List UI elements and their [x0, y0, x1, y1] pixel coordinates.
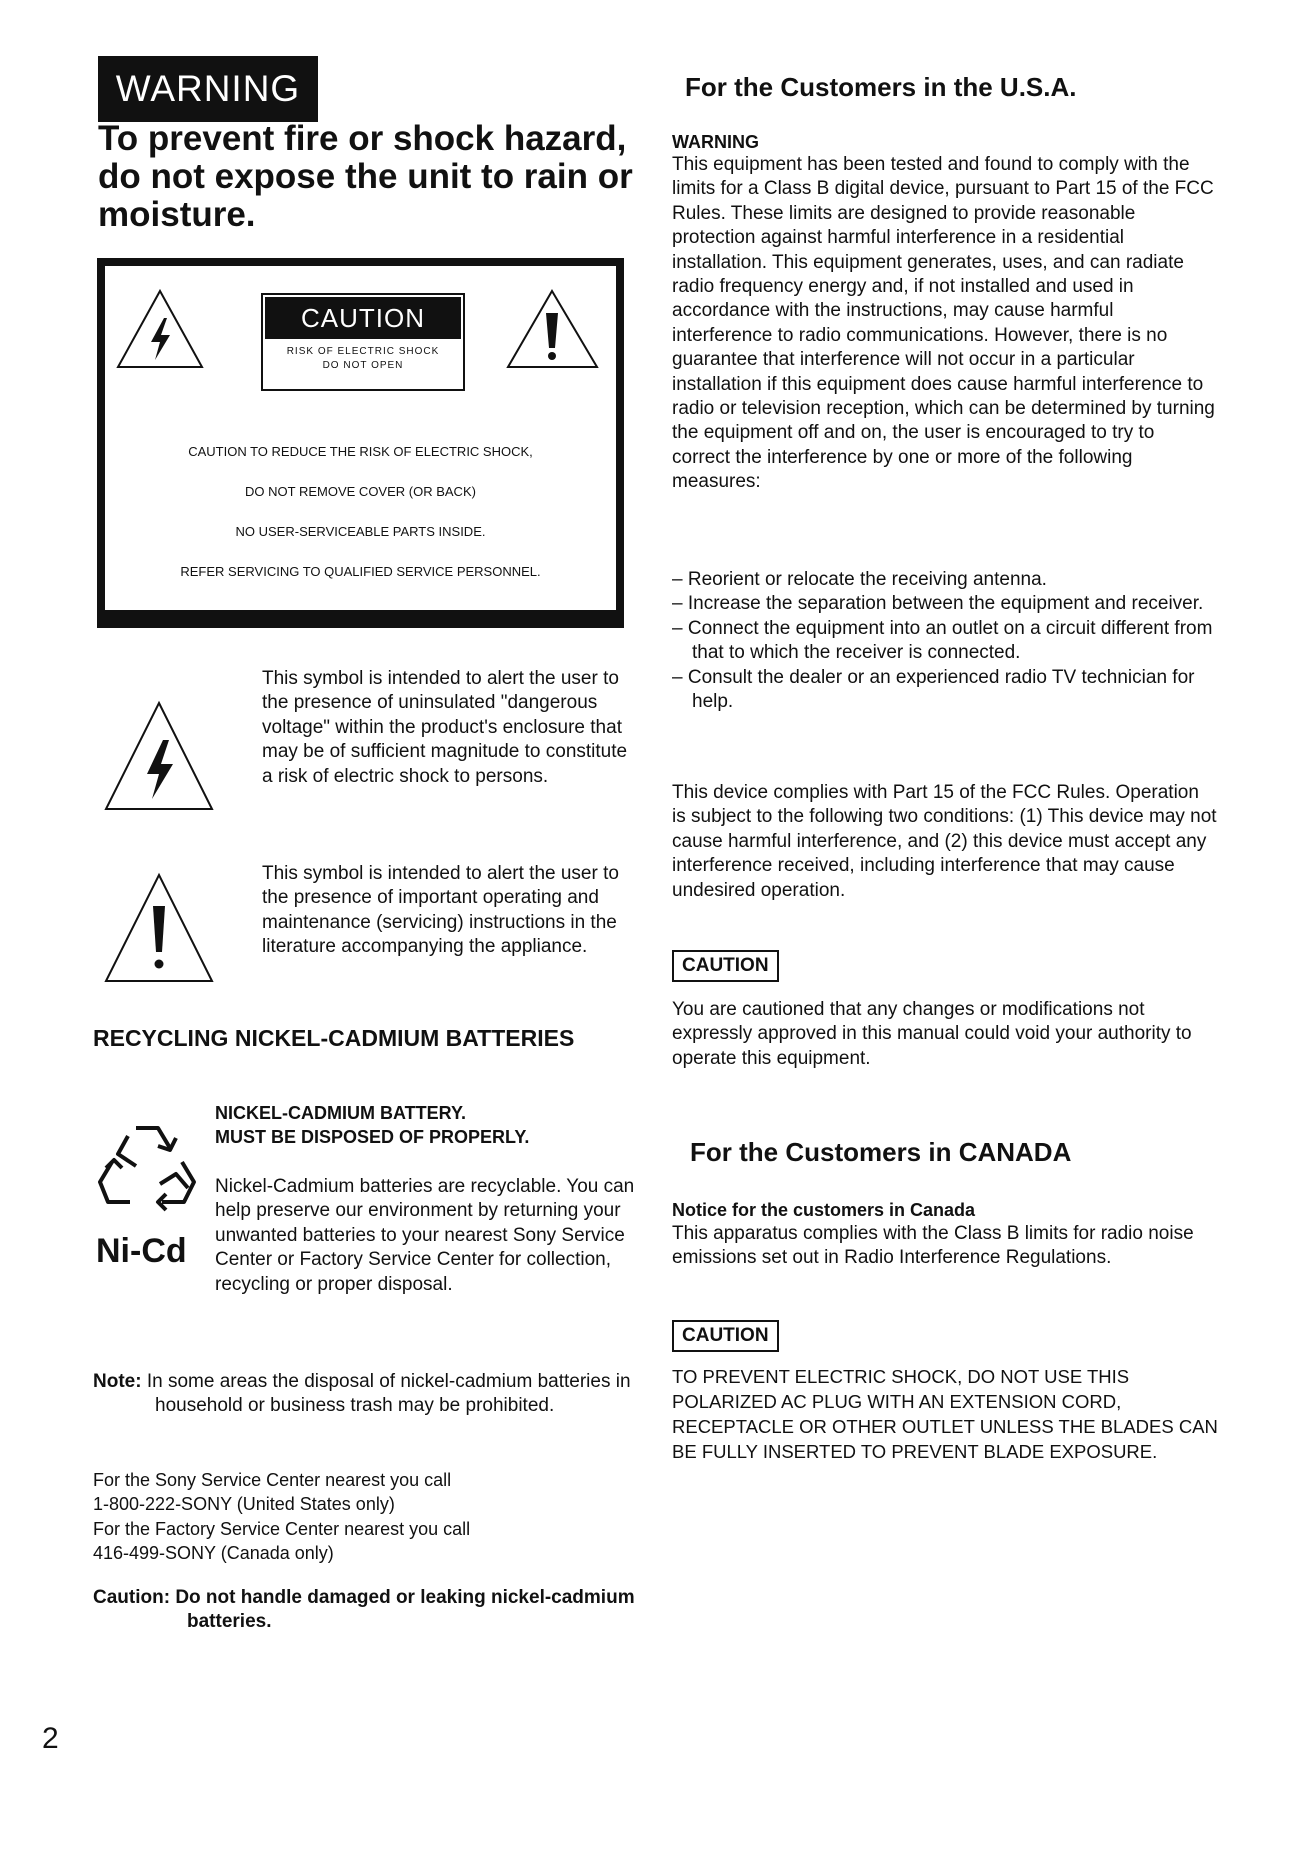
lightning-warning-icon: [103, 700, 215, 812]
recycle-icon: [96, 1118, 200, 1212]
usa-heading: For the Customers in the U.S.A.: [685, 72, 1077, 102]
caution-box-label: CAUTION: [672, 1320, 779, 1352]
caution-banner-line: RISK OF ELECTRIC SHOCK: [286, 346, 440, 357]
caution-panel: [97, 258, 624, 628]
note-block: [93, 1370, 633, 1419]
usa-warning-label: WARNING: [672, 132, 759, 152]
battery-heading: [215, 1101, 635, 1149]
list-item: – Increase the separation between the equipment and receiver.: [672, 593, 1204, 615]
service-contacts: [93, 1468, 633, 1566]
list-item: – Consult the dealer or an experienced radio TV technician for help.: [672, 666, 1195, 713]
contact-line: 416-499-SONY (Canada only): [93, 1543, 334, 1564]
caution-battery-block: [93, 1586, 653, 1635]
battery-body: Nickel-Cadmium batteries are recyclable. You can help preserve our environment by returning your unwanted batteries to your nearest Sony Service Center or Factory Service Center for collection, recycling or proper disposal.: [215, 1176, 635, 1295]
voltage-symbol-text: This symbol is intended to alert the user to the presence of uninsulated "dangerous voltage" within the product's enclosure that may be of sufficient magnitude to constitute a risk of electric shock to persons.: [262, 668, 628, 787]
recycling-heading: RECYCLING NICKEL-CADMIUM BATTERIES: [93, 1025, 575, 1051]
caution-line: CAUTION TO REDUCE THE RISK OF ELECTRIC SHOCK,: [188, 444, 533, 459]
caution-panel-top: [105, 266, 616, 416]
note-label: Note:: [93, 1371, 142, 1392]
caution-line: NO USER-SERVICEABLE PARTS INSIDE.: [235, 524, 486, 539]
interference-measures: [672, 568, 1217, 714]
note-text: In some areas the disposal of nickel-cadmium batteries in household or business trash may be prohibited.: [146, 1371, 631, 1417]
caution-banner-title: CAUTION: [265, 297, 461, 339]
battery-heading-line: MUST BE DISPOSED OF PROPERLY.: [215, 1127, 530, 1147]
page-number: 2: [42, 1722, 59, 1755]
list-item: – Reorient or relocate the receiving antenna.: [672, 569, 1047, 590]
contact-line: For the Sony Service Center nearest you call: [93, 1470, 452, 1490]
caution-modifications-text: You are cautioned that any changes or modifications not expressly approved in this manual could void your authority to operate this equipment.: [672, 999, 1192, 1069]
caution-line: REFER SERVICING TO QUALIFIED SERVICE PERSONNEL.: [180, 564, 541, 579]
caution-polarized-plug-text: TO PREVENT ELECTRIC SHOCK, DO NOT USE THIS POLARIZED AC PLUG WITH AN EXTENSION CORD, RECEPTACLE OR OTHER OUTLET UNLESS THE BLADES CAN BE FULLY INSERTED TO PREVENT BLADE EXPOSURE.: [672, 1366, 1218, 1462]
canada-notice-title: Notice for the customers in Canada: [672, 1200, 976, 1220]
caution-box-label: CAUTION: [672, 950, 779, 982]
fcc-body: This equipment has been tested and found to comply with the limits for a Class B digital device, pursuant to Part 15 of the FCC Rules. These limits are designed to provide reasonable protection against harmful interference in a residential installation. This equipment generates, uses, and can radiate radio frequency energy and, if not installed and used in accordance with the instructions, may cause harmful interference to radio communications. However, there is no guarantee that interference will not occur in a particular installation if this equipment does cause harmful interference to radio or television reception, which can be determined by turning the equipment off and on, the user is encouraged to try to correct the interference by one or more of the following measures:: [672, 154, 1215, 493]
instructions-symbol-text: This symbol is intended to alert the user to the presence of important operating and maintenance (servicing) instructions in the literature accompanying the appliance.: [262, 863, 619, 958]
caution-line: DO NOT REMOVE COVER (OR BACK): [245, 484, 476, 499]
canada-heading: For the Customers in CANADA: [690, 1137, 1072, 1167]
exclamation-warning-icon: [103, 872, 215, 984]
battery-heading-line: NICKEL-CADMIUM BATTERY.: [215, 1103, 466, 1123]
fcc-part15-text: This device complies with Part 15 of the FCC Rules. Operation is subject to the following two conditions: (1) This device may not cause harmful interference, and (2) this device must accept any interference received, including interference that may cause undesired operation.: [672, 782, 1217, 901]
caution-battery-label: Caution:: [93, 1587, 171, 1608]
warning-label: WARNING: [98, 56, 318, 122]
lightning-warning-icon: [115, 288, 205, 370]
caution-battery-text: Do not handle damaged or leaking nickel-cadmium batteries.: [175, 1587, 635, 1633]
caution-banner: [261, 293, 465, 391]
canada-body: This apparatus complies with the Class B limits for radio noise emissions set out in Radio Interference Regulations.: [672, 1223, 1194, 1269]
caution-panel-bottom: [105, 410, 616, 610]
contact-line: For the Factory Service Center nearest you call: [93, 1518, 471, 1539]
contact-line: 1-800-222-SONY (United States only): [93, 1494, 395, 1515]
caution-banner-line: DO NOT OPEN: [322, 360, 404, 371]
list-item: – Connect the equipment into an outlet on a circuit different from that to which the receiver is connected.: [672, 617, 1213, 664]
warning-headline: To prevent fire or shock hazard, do not expose the unit to rain or moisture.: [98, 119, 633, 234]
nicd-label: Ni-Cd: [96, 1232, 187, 1270]
exclamation-warning-icon: [505, 288, 600, 370]
